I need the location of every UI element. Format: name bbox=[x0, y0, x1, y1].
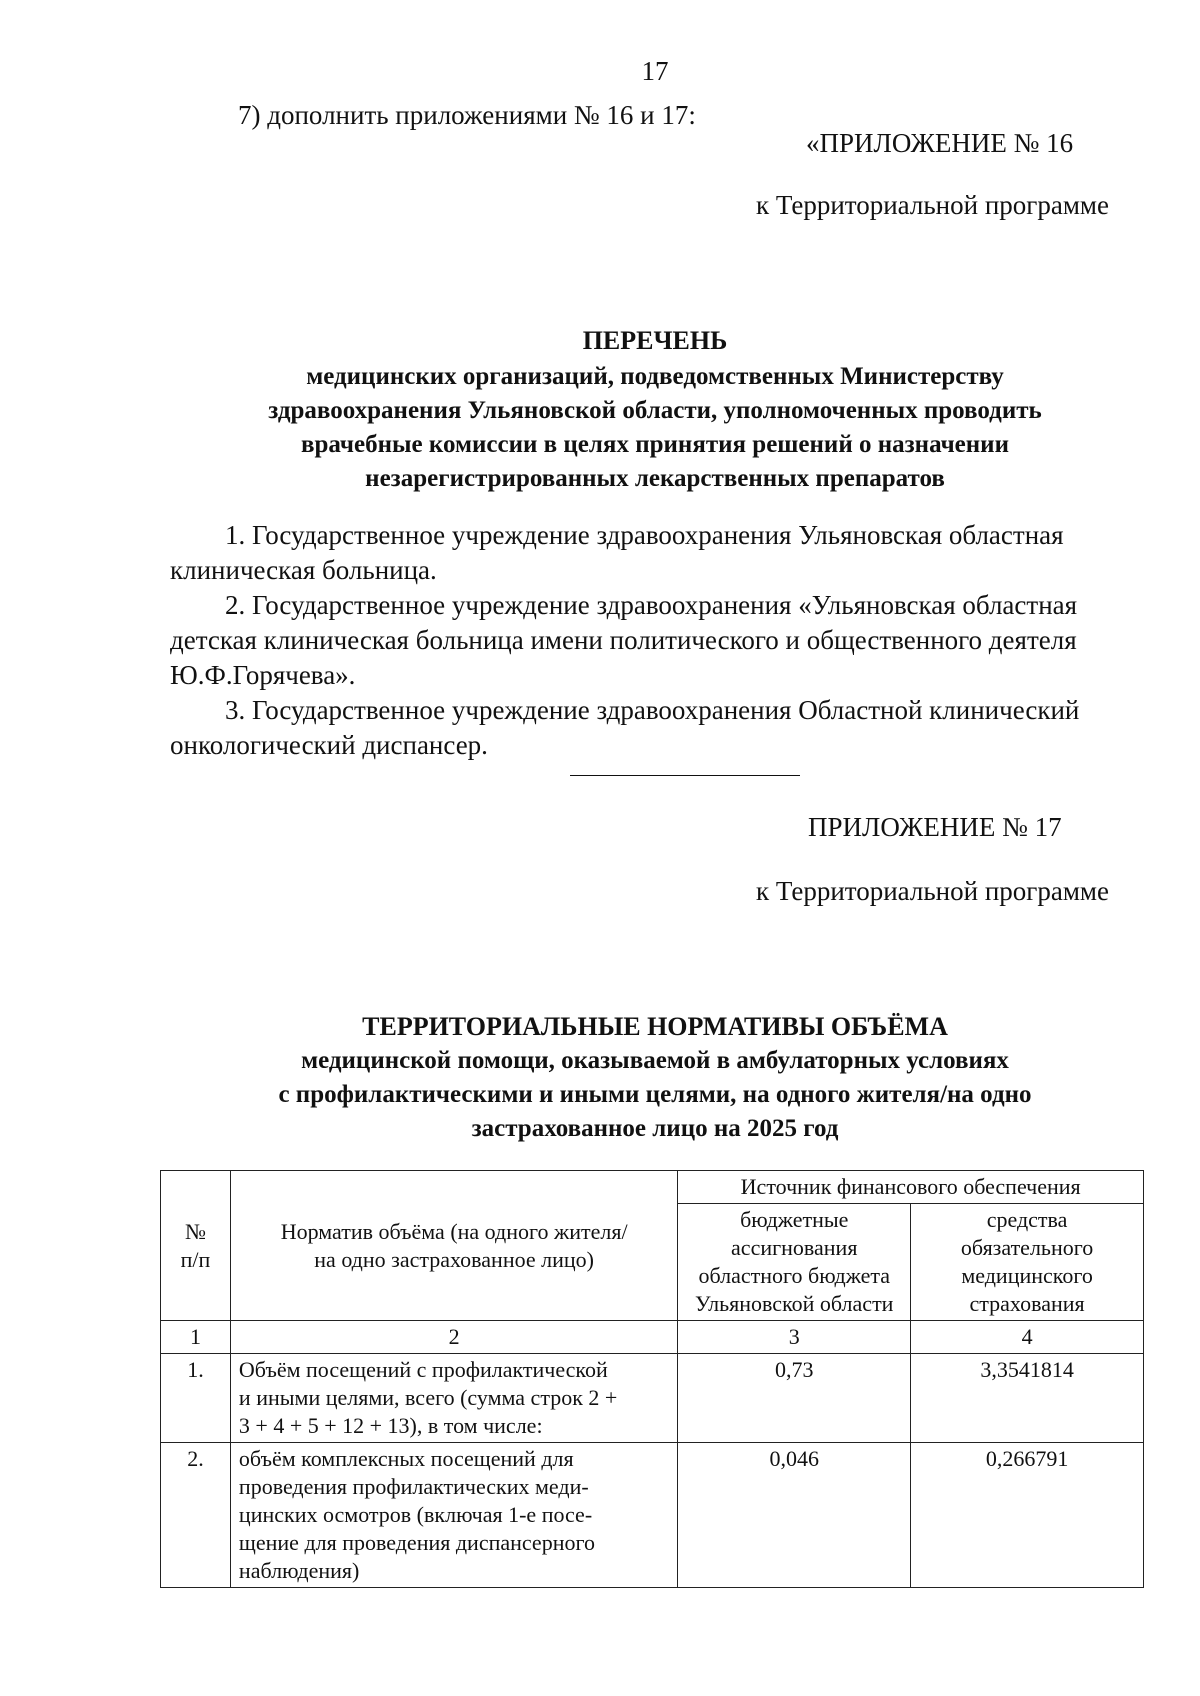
appendix-17-subtitle: к Территориальной программе bbox=[756, 876, 1109, 906]
list-heading-body bbox=[200, 360, 1110, 496]
column-index-row bbox=[161, 1321, 1144, 1354]
norms-heading-title: ТЕРРИТОРИАЛЬНЫЕ НОРМАТИВЫ ОБЪЁМА bbox=[362, 1012, 948, 1041]
header-text: бюджетные bbox=[740, 1207, 849, 1232]
row-text-line: цинских осмотров (включая 1-е посе- bbox=[238, 1502, 593, 1527]
row-text-line: 3 + 4 + 5 + 12 + 13), в том числе: bbox=[238, 1413, 543, 1438]
list-item bbox=[170, 693, 1144, 763]
header-text: № bbox=[184, 1218, 206, 1244]
heading-line: с профилактическими и иными целями, на одного жителя/на одно bbox=[278, 1081, 1032, 1108]
header-text: средства bbox=[986, 1207, 1068, 1232]
row-text-line: проведения профилактических меди- bbox=[238, 1474, 589, 1499]
norms-heading-body bbox=[200, 1044, 1110, 1146]
column-index: 4 bbox=[911, 1321, 1144, 1354]
organization-list bbox=[170, 518, 1144, 763]
heading-line: здравоохранения Ульяновской области, уполномоченных проводить bbox=[268, 397, 1042, 424]
row-budget-value: 0,046 bbox=[678, 1443, 911, 1588]
appendix-17-title: ПРИЛОЖЕНИЕ № 17 bbox=[808, 812, 1062, 842]
header-text: Ульяновской области bbox=[695, 1291, 894, 1316]
header-text: страхования bbox=[969, 1291, 1085, 1316]
header-num bbox=[161, 1171, 231, 1321]
list-heading-title: ПЕРЕЧЕНЬ bbox=[582, 326, 728, 355]
row-text-line: и иными целями, всего (сумма строк 2 + bbox=[238, 1385, 618, 1410]
appendix-16-title: «ПРИЛОЖЕНИЕ № 16 bbox=[806, 128, 1074, 158]
intro-text: 7) дополнить приложениями № 16 и 17: bbox=[238, 100, 696, 130]
list-item-line: 1. Государственное учреждение здравоохранения Ульяновская областная bbox=[225, 520, 1064, 550]
column-index: 2 bbox=[230, 1321, 677, 1354]
row-budget-value: 0,73 bbox=[678, 1354, 911, 1443]
header-text: областного бюджета bbox=[698, 1263, 891, 1288]
row-description bbox=[230, 1354, 677, 1443]
header-text: медицинского bbox=[961, 1263, 1093, 1288]
list-item bbox=[170, 588, 1144, 693]
row-number: 2. bbox=[161, 1443, 231, 1588]
row-description bbox=[230, 1443, 677, 1588]
row-oms-value: 0,266791 bbox=[911, 1443, 1144, 1588]
heading-line: медицинской помощи, оказываемой в амбулаторных условиях bbox=[301, 1047, 1009, 1074]
header-norm bbox=[230, 1171, 677, 1321]
heading-line: врачебные комиссии в целях принятия решений о назначении bbox=[301, 431, 1009, 458]
section-divider bbox=[570, 775, 800, 776]
header-budget bbox=[678, 1204, 911, 1321]
row-number: 1. bbox=[161, 1354, 231, 1443]
row-oms-value: 3,3541814 bbox=[911, 1354, 1144, 1443]
page-number: 17 bbox=[641, 56, 669, 86]
header-text: обязательного bbox=[960, 1235, 1094, 1260]
header-source: Источник финансового обеспечения bbox=[678, 1171, 1144, 1204]
table-row bbox=[161, 1354, 1144, 1443]
header-text: п/п bbox=[180, 1246, 211, 1272]
row-text-line: Объём посещений с профилактической bbox=[238, 1357, 608, 1382]
header-oms bbox=[911, 1204, 1144, 1321]
appendix-16-subtitle: к Территориальной программе bbox=[756, 190, 1109, 220]
norms-table bbox=[160, 1170, 1144, 1588]
row-text-line: наблюдения) bbox=[238, 1558, 360, 1583]
list-item bbox=[170, 518, 1144, 588]
heading-line: застрахованное лицо на 2025 год bbox=[471, 1115, 839, 1142]
table-row bbox=[161, 1443, 1144, 1588]
list-item-line: детская клиническая больница имени политического и общественного деятеля bbox=[170, 625, 1077, 655]
list-item-line: Ю.Ф.Горячева». bbox=[170, 660, 356, 690]
header-text: ассигнования bbox=[731, 1235, 858, 1260]
table-header-row bbox=[161, 1171, 1144, 1204]
list-item-line: 3. Государственное учреждение здравоохранения Областной клинический bbox=[225, 695, 1080, 725]
header-text: Норматив объёма (на одного жителя/ bbox=[280, 1218, 628, 1244]
list-item-line: онкологический диспансер. bbox=[170, 730, 488, 760]
row-text-line: щение для проведения диспансерного bbox=[238, 1530, 595, 1555]
heading-line: незарегистрированных лекарственных препаратов bbox=[365, 465, 945, 492]
header-text: на одно застрахованное лицо) bbox=[314, 1246, 594, 1272]
row-text-line: объём комплексных посещений для bbox=[238, 1446, 574, 1471]
list-item-line: клиническая больница. bbox=[170, 555, 437, 585]
column-index: 1 bbox=[161, 1321, 231, 1354]
column-index: 3 bbox=[678, 1321, 911, 1354]
heading-line: медицинских организаций, подведомственных Министерству bbox=[306, 363, 1004, 390]
list-item-line: 2. Государственное учреждение здравоохранения «Ульяновская областная bbox=[225, 590, 1078, 620]
